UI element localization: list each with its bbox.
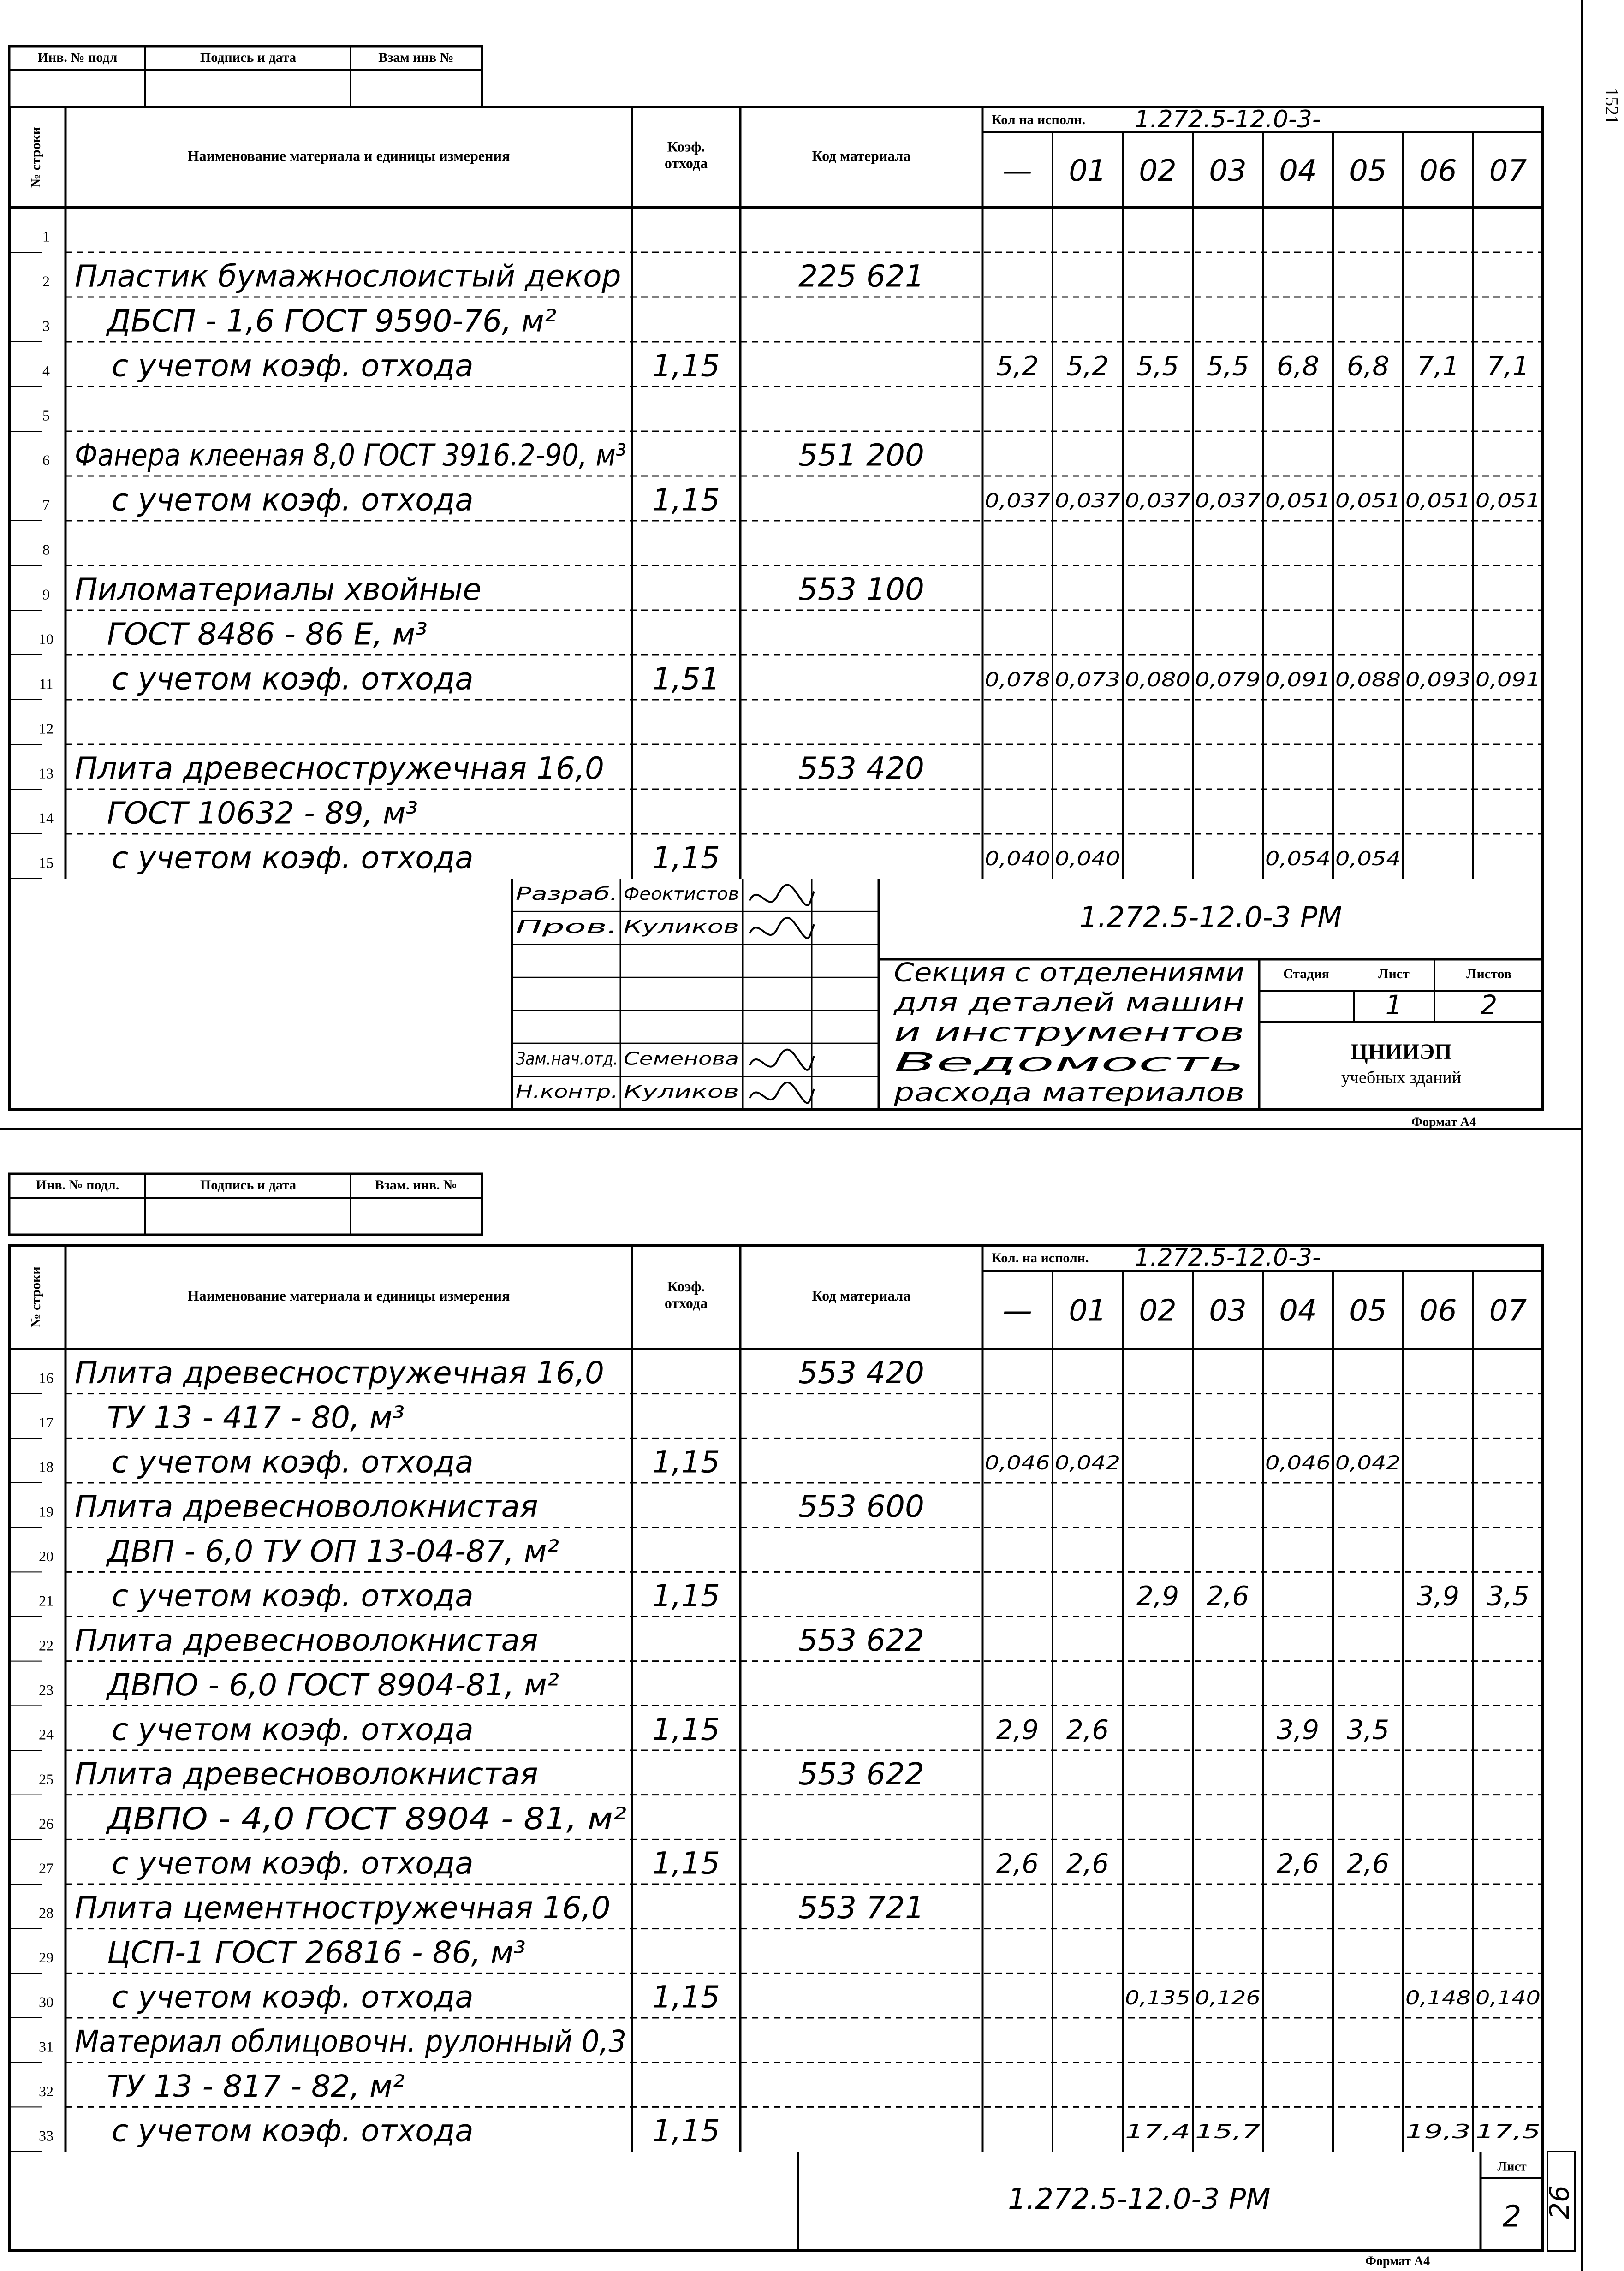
- signature-scribble: [750, 1050, 814, 1070]
- signer-role: Пров.: [516, 916, 618, 937]
- row-number: 22: [39, 1637, 54, 1654]
- material-name-header: Наименование материала и единицы измерения: [187, 147, 510, 164]
- material-code: 553 721: [798, 1890, 924, 1926]
- qty-document-code: 1.272.5-12.0-3-: [1135, 106, 1321, 133]
- row-number: 3: [42, 317, 50, 334]
- row-number: 33: [39, 2127, 54, 2144]
- material-name-header: Наименование материала и единицы измерения: [187, 1287, 510, 1304]
- material-name: ДВПО - 6,0 ГОСТ 8904-81, м²: [107, 1667, 559, 1703]
- row-number: 7: [42, 496, 50, 513]
- row-number: 30: [39, 1993, 54, 2010]
- paper-format: Формат А4: [1411, 1115, 1476, 1130]
- stamp-sign-date-label: Подпись и дата: [200, 49, 297, 65]
- sheet-number: 2: [1502, 2200, 1522, 2234]
- row-number: 1: [42, 228, 50, 245]
- quantity-value: 6,8: [1346, 350, 1390, 382]
- coef-header-2: отхода: [664, 1294, 708, 1311]
- row-number: 29: [39, 1949, 54, 1966]
- variant-header-2: 02: [1139, 1294, 1177, 1328]
- organization-name: ЦНИИЭП: [1350, 1040, 1452, 1064]
- material-code-header: Код материала: [812, 1287, 911, 1304]
- signature-scribble: [750, 918, 814, 938]
- waste-coefficient: 1,15: [652, 1444, 720, 1480]
- quantity-value: 0,078: [985, 668, 1050, 691]
- signature-scribble: [750, 1082, 814, 1103]
- material-code: 553 420: [798, 750, 924, 786]
- material-code: 553 622: [798, 1623, 924, 1659]
- quantity-value: 3,5: [1487, 1580, 1529, 1612]
- quantity-value: 0,042: [1335, 1451, 1401, 1474]
- document-code: 1.272.5-12.0-3 РМ: [1079, 900, 1342, 934]
- signer-name: Куликов: [624, 916, 739, 937]
- quantity-value: 0,051: [1405, 489, 1471, 512]
- row-number-header: № строки: [28, 126, 43, 188]
- sheet-description-line: для деталей машин: [893, 987, 1244, 1018]
- variant-header-2: 02: [1139, 154, 1177, 189]
- material-name: с учетом коэф. отхода: [112, 1712, 474, 1748]
- coef-header-2: отхода: [664, 155, 708, 172]
- stamp-vzam-label: Взам инв №: [378, 49, 454, 65]
- variant-header-3: 03: [1209, 1294, 1247, 1328]
- quantity-value: 0,126: [1195, 1986, 1261, 2009]
- row-number: 17: [39, 1414, 54, 1431]
- variant-header-4: 04: [1279, 1294, 1317, 1328]
- signer-name: Феоктистов: [624, 884, 739, 904]
- quantity-value: 2,6: [1206, 1580, 1249, 1612]
- quantity-value: 3,9: [1416, 1580, 1460, 1612]
- row-number: 28: [39, 1904, 54, 1921]
- qty-document-code: 1.272.5-12.0-3-: [1135, 1244, 1321, 1272]
- material-code: 225 621: [798, 258, 924, 294]
- material-name: Материал облицовочн. рулонный 0,3: [75, 2024, 626, 2060]
- material-name: Пиломатериалы хвойные: [75, 571, 482, 607]
- quantity-value: 2,9: [996, 1714, 1039, 1746]
- quantity-value: 0,046: [985, 1451, 1050, 1474]
- sheets-label: Листов: [1466, 966, 1511, 981]
- material-name: ДВПО - 4,0 ГОСТ 8904 - 81, м²: [105, 1801, 626, 1837]
- row-number: 16: [39, 1369, 54, 1386]
- coef-header: Коэф.: [667, 1278, 705, 1295]
- material-name: ДБСП - 1,6 ГОСТ 9590-76, м²: [107, 303, 557, 339]
- row-number-header: № строки: [28, 1266, 43, 1328]
- material-name: Плита древесноволокнистая: [75, 1756, 538, 1792]
- quantity-value: 2,6: [1066, 1714, 1109, 1746]
- material-name: с учетом коэф. отхода: [112, 1845, 474, 1881]
- row-number: 11: [39, 675, 54, 692]
- paper-format: Формат А4: [1365, 2254, 1430, 2269]
- row-number: 23: [39, 1682, 54, 1699]
- quantity-value: 19,3: [1405, 2120, 1471, 2143]
- material-code-header: Код материала: [812, 147, 911, 164]
- row-number: 5: [42, 407, 50, 424]
- quantity-value: 0,037: [1125, 489, 1191, 512]
- row-number: 13: [39, 765, 54, 782]
- edge-number: 1521: [1601, 88, 1622, 125]
- sheet-description-line: и инструментов: [894, 1017, 1244, 1048]
- material-name: с учетом коэф. отхода: [112, 482, 474, 518]
- quantity-value: 17,5: [1475, 2120, 1541, 2143]
- quantity-value: 0,042: [1055, 1451, 1120, 1474]
- quantity-value: 5,5: [1206, 350, 1249, 382]
- row-number: 8: [42, 541, 50, 558]
- variant-header-3: 03: [1209, 154, 1247, 189]
- quantity-value: 17,4: [1125, 2120, 1190, 2143]
- waste-coefficient: 1,15: [652, 348, 720, 384]
- row-number: 6: [42, 452, 50, 469]
- quantity-value: 2,6: [996, 1848, 1039, 1879]
- row-number: 10: [39, 630, 54, 648]
- quantity-value: 0,088: [1335, 668, 1401, 691]
- row-number: 31: [39, 2038, 54, 2055]
- quantity-value: 2,6: [1346, 1848, 1390, 1879]
- material-name: Плита древесноволокнистая: [75, 1623, 538, 1659]
- quantity-value: 7,1: [1487, 350, 1529, 382]
- waste-coefficient: 1,15: [652, 1845, 720, 1881]
- waste-coefficient: 1,15: [652, 1979, 720, 2015]
- row-number: 32: [39, 2083, 54, 2100]
- variant-header-4: 04: [1279, 154, 1317, 189]
- material-name: ТУ 13 - 417 - 80, м³: [107, 1399, 405, 1435]
- material-name: ГОСТ 10632 - 89, м³: [107, 795, 418, 831]
- organization-subtitle: учебных зданий: [1341, 1068, 1462, 1088]
- qty-caption: Кол. на исполн.: [992, 1250, 1089, 1266]
- material-name: с учетом коэф. отхода: [112, 661, 474, 697]
- quantity-value: 0,037: [1195, 489, 1261, 512]
- row-number: 14: [39, 809, 54, 826]
- stamp-inv-label: Инв. № подл: [37, 49, 118, 65]
- sheet-label: Лист: [1378, 966, 1410, 981]
- material-name: ДВП - 6,0 ТУ ОП 13-04-87, м²: [107, 1533, 559, 1569]
- signer-role: Разраб.: [516, 884, 618, 904]
- quantity-value: 2,6: [1066, 1848, 1109, 1879]
- variant-header-6: 06: [1419, 1294, 1457, 1328]
- sheet-number: 1: [1385, 989, 1403, 1021]
- material-code: 553 622: [798, 1756, 924, 1792]
- material-name: Плита древесностружечная 16,0: [75, 1355, 605, 1391]
- quantity-value: 6,8: [1276, 350, 1320, 382]
- coef-header: Коэф.: [667, 138, 705, 155]
- signer-role: Зам.нач.отд.: [516, 1048, 618, 1069]
- variant-header-5: 05: [1349, 1294, 1387, 1328]
- waste-coefficient: 1,51: [652, 661, 720, 697]
- text-layer: [28, 50, 1622, 2269]
- material-name: с учетом коэф. отхода: [112, 840, 474, 876]
- variant-header-1: 01: [1069, 1294, 1106, 1328]
- quantity-value: 0,051: [1335, 489, 1401, 512]
- row-number: 2: [42, 273, 50, 290]
- quantity-value: 0,091: [1475, 668, 1541, 691]
- material-name: ГОСТ 8486 - 86 Е, м³: [107, 616, 428, 652]
- material-name: Плита цементностружечная 16,0: [75, 1890, 611, 1926]
- sheet-label: Лист: [1497, 2159, 1527, 2174]
- material-name: с учетом коэф. отхода: [112, 2113, 474, 2149]
- variant-header-6: 06: [1419, 154, 1457, 189]
- material-name: Плита древесностружечная 16,0: [75, 750, 605, 786]
- quantity-value: 15,7: [1195, 2120, 1261, 2143]
- material-name: ЦСП-1 ГОСТ 26816 - 86, м³: [107, 1934, 526, 1970]
- waste-coefficient: 1,15: [652, 1712, 720, 1748]
- material-code: 553 100: [798, 571, 924, 607]
- material-name: ТУ 13 - 817 - 82, м²: [107, 2068, 405, 2104]
- stamp-sign-date-label: Подпись и дата: [200, 1177, 297, 1193]
- sheets-total: 2: [1480, 989, 1498, 1021]
- row-number: 12: [39, 720, 54, 737]
- variant-header-0: —: [1003, 1294, 1032, 1328]
- signer-role: Н.контр.: [516, 1081, 618, 1102]
- variant-header-5: 05: [1349, 154, 1387, 189]
- margin-page-number: 26: [1544, 2185, 1576, 2219]
- variant-header-7: 07: [1489, 154, 1527, 189]
- material-code: 551 200: [798, 437, 924, 473]
- waste-coefficient: 1,15: [652, 1578, 720, 1614]
- quantity-value: 2,6: [1276, 1848, 1320, 1879]
- quantity-value: 0,079: [1195, 668, 1261, 691]
- quantity-value: 0,135: [1125, 1986, 1190, 2009]
- row-number: 18: [39, 1458, 54, 1475]
- stamp-inv-label: Инв. № подл.: [36, 1177, 119, 1193]
- row-number: 9: [42, 586, 50, 603]
- sheet-description-line: Секция с отделениями: [894, 957, 1244, 988]
- material-code: 553 600: [798, 1489, 924, 1525]
- material-name: Фанера клееная 8,0 ГОСТ 3916.2-90, м³: [75, 437, 626, 473]
- row-number: 27: [39, 1860, 54, 1877]
- document-code: 1.272.5-12.0-3 РМ: [1008, 2182, 1271, 2216]
- quantity-value: 3,5: [1346, 1714, 1390, 1746]
- quantity-value: 0,037: [1055, 489, 1121, 512]
- material-name: с учетом коэф. отхода: [112, 1979, 474, 2015]
- material-name: с учетом коэф. отхода: [112, 348, 474, 384]
- variant-header-1: 01: [1069, 154, 1106, 189]
- stage-label: Стадия: [1283, 966, 1330, 981]
- material-name: с учетом коэф. отхода: [112, 1578, 474, 1614]
- material-name: с учетом коэф. отхода: [112, 1444, 474, 1480]
- material-name: Пластик бумажнослоистый декор: [75, 258, 621, 294]
- quantity-value: 5,2: [1066, 350, 1109, 382]
- quantity-value: 5,2: [996, 350, 1039, 382]
- quantity-value: 0,080: [1125, 668, 1190, 691]
- quantity-value: 0,140: [1475, 1986, 1541, 2009]
- row-number: 20: [39, 1548, 54, 1565]
- sheet-description-line: расхода материалов: [893, 1077, 1244, 1108]
- variant-header-0: —: [1003, 154, 1032, 189]
- waste-coefficient: 1,15: [652, 840, 720, 876]
- row-number: 25: [39, 1771, 54, 1788]
- variant-header-7: 07: [1489, 1294, 1527, 1328]
- signature-scribble: [750, 885, 814, 905]
- quantity-value: 0,148: [1405, 1986, 1471, 2009]
- sheet-description-line: Ведомость: [894, 1047, 1244, 1078]
- stamp-vzam-label: Взам. инв. №: [375, 1177, 458, 1193]
- row-number: 21: [39, 1592, 54, 1609]
- quantity-value: 0,040: [985, 847, 1050, 870]
- quantity-value: 7,1: [1416, 350, 1460, 382]
- waste-coefficient: 1,15: [652, 482, 720, 518]
- quantity-value: 0,046: [1265, 1451, 1331, 1474]
- row-number: 24: [39, 1726, 54, 1743]
- quantity-value: 0,040: [1055, 847, 1120, 870]
- quantity-value: 3,9: [1276, 1714, 1320, 1746]
- quantity-value: 2,9: [1136, 1580, 1179, 1612]
- waste-coefficient: 1,15: [652, 2113, 720, 2149]
- row-number: 19: [39, 1503, 54, 1520]
- row-number: 15: [39, 854, 54, 871]
- quantity-value: 0,091: [1265, 668, 1331, 691]
- signer-name: Куликов: [624, 1081, 739, 1102]
- row-number: 4: [42, 362, 50, 379]
- qty-caption: Кол на исполн.: [992, 112, 1086, 127]
- signer-name: Семенова: [624, 1048, 739, 1069]
- quantity-value: 0,054: [1335, 847, 1401, 870]
- quantity-value: 0,037: [985, 489, 1051, 512]
- material-code: 553 420: [798, 1355, 924, 1391]
- material-name: Плита древесноволокнистая: [75, 1489, 538, 1525]
- quantity-value: 0,054: [1265, 847, 1331, 870]
- quantity-value: 0,073: [1055, 668, 1120, 691]
- row-number: 26: [39, 1815, 54, 1832]
- quantity-value: 5,5: [1136, 350, 1179, 382]
- quantity-value: 0,051: [1265, 489, 1331, 512]
- quantity-value: 0,093: [1405, 668, 1471, 691]
- quantity-value: 0,051: [1475, 489, 1541, 512]
